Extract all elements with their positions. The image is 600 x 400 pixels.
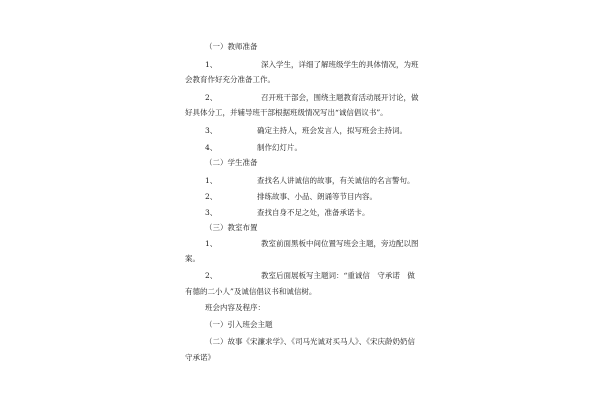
paragraph-text: 教室后面展板写主题词：“重诚信 守承诺 做 <box>261 271 415 280</box>
item-number: 4、 <box>205 143 218 152</box>
paragraph-text: 深入学生，详细了解班级学生的具体情况，为班 <box>261 60 419 69</box>
item-number: 3、 <box>205 126 218 135</box>
procedure-step-continuation: 守承诺》 <box>185 353 215 362</box>
section-heading-teacher-prep: （一）教师准备 <box>205 42 258 51</box>
paragraph-text: 排练故事、小品、朗诵等节目内容。 <box>257 192 377 201</box>
item-number: 2、 <box>205 93 218 102</box>
paragraph-continuation: 案。 <box>185 254 200 263</box>
paragraph-continuation: 有德的二小人”及诚信倡议书和诚信树。 <box>185 287 317 296</box>
item-number: 2、 <box>205 192 218 201</box>
item-number: 2、 <box>205 271 218 280</box>
paragraph-text: 教室前面黑板中间位置写班会主题，旁边配以图 <box>261 239 419 248</box>
section-heading-procedure: 班会内容及程序： <box>205 303 265 312</box>
section-heading-student-prep: （二）学生准备 <box>205 158 258 167</box>
paragraph-continuation: 好具体分工，并辅导班干部根据班级情况写出“诚信倡议书”。 <box>185 108 388 117</box>
paragraph-text: 查找名人讲诚信的故事，有关诚信的名言警句。 <box>257 176 415 185</box>
procedure-step: （一）引入班会主题 <box>205 320 273 329</box>
paragraph-continuation: 会教育作好充分准备工作。 <box>185 75 275 84</box>
item-number: 3、 <box>205 208 218 217</box>
item-number: 1、 <box>205 239 218 248</box>
section-heading-classroom-layout: （三）教室布置 <box>205 223 258 232</box>
procedure-step: （二）故事《宋濂求学》、《司马光诚对买马人》、《宋庆龄奶奶信 <box>205 337 415 346</box>
item-number: 1、 <box>205 176 218 185</box>
paragraph-text: 召开班干部会，围绕主题教育活动展开讨论，做 <box>261 93 419 102</box>
paragraph-text: 制作幻灯片。 <box>257 143 302 152</box>
item-number: 1、 <box>205 60 218 69</box>
paragraph-text: 查找自身不足之处，准备承诺卡。 <box>257 208 370 217</box>
paragraph-text: 确定主持人，班会发言人，拟写班会主持词。 <box>257 126 407 135</box>
